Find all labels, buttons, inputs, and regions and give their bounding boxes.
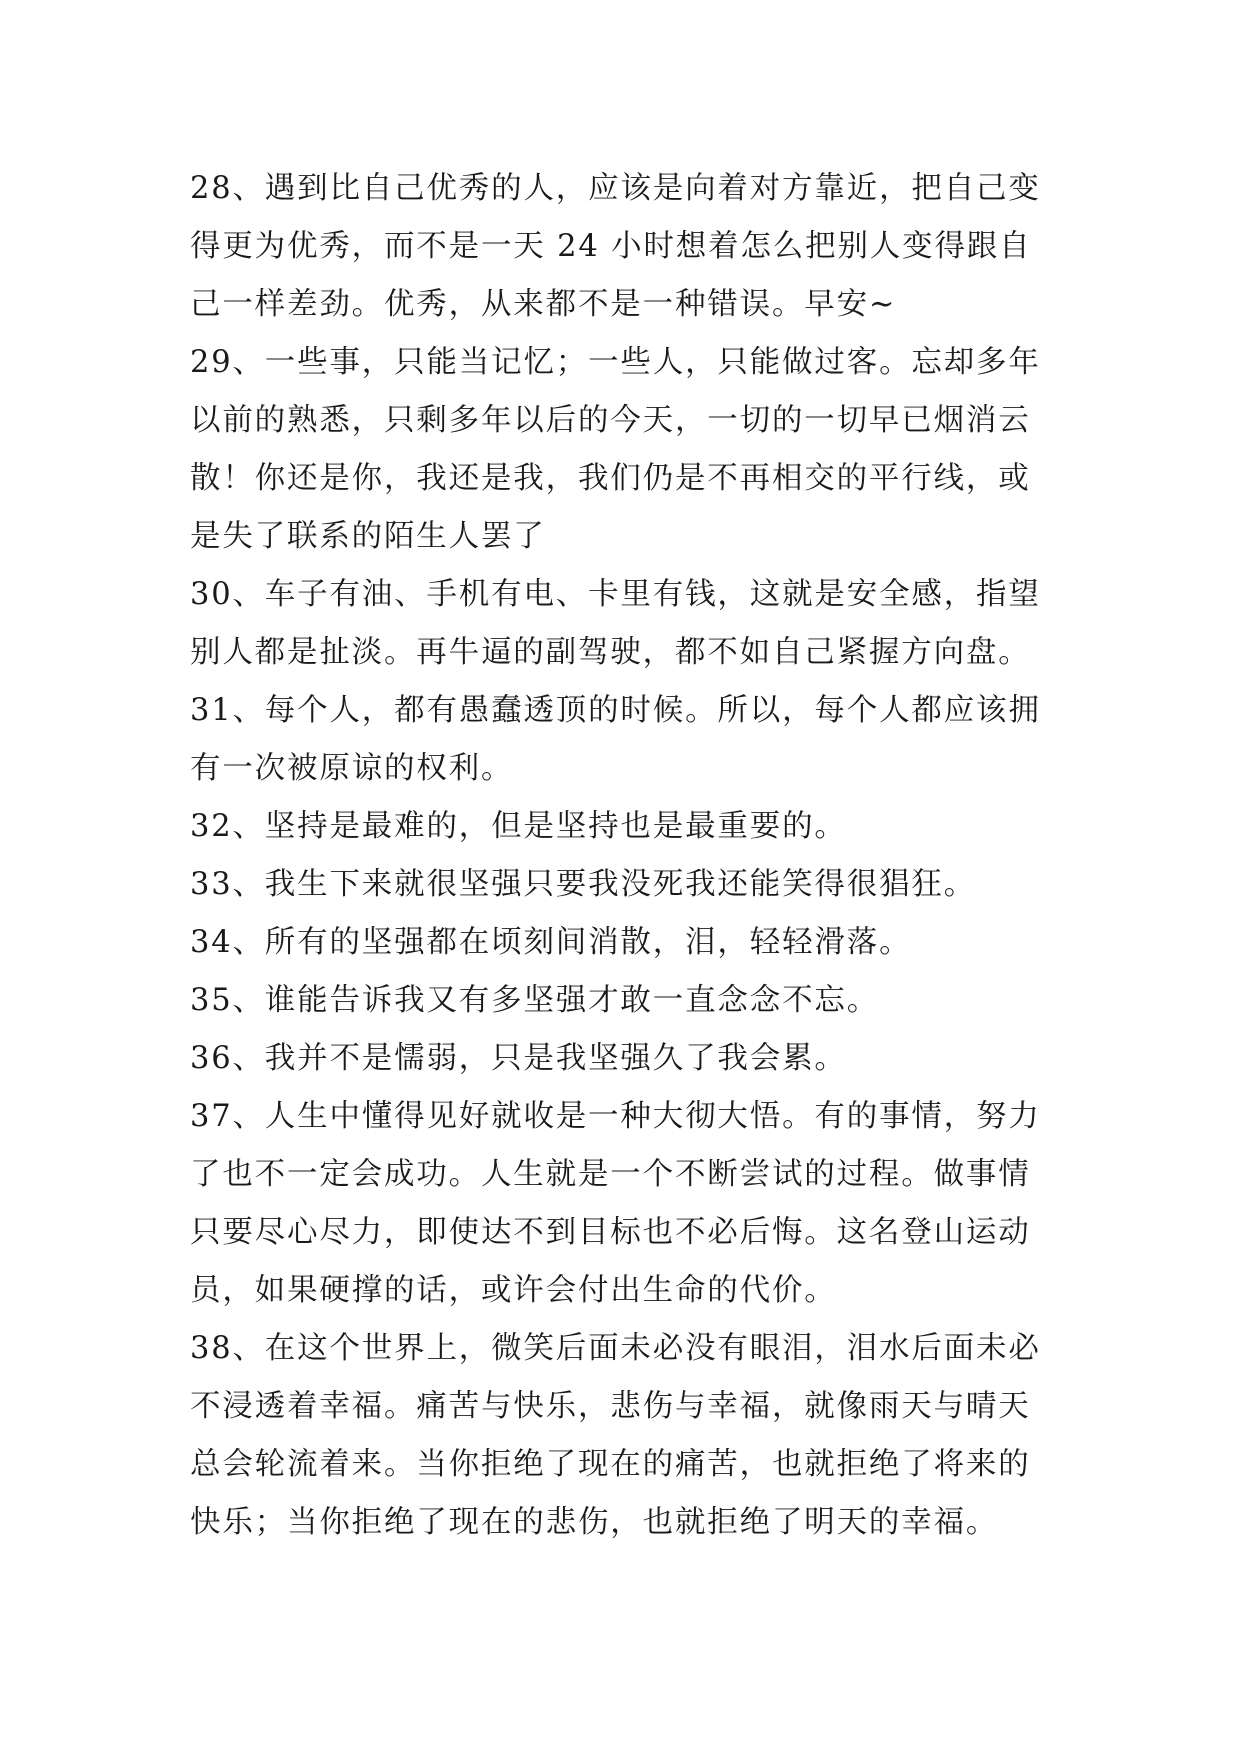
text-line: 己一样差劲。优秀，从来都不是一种错误。早安~ [190,287,897,322]
text-line: 不浸透着幸福。痛苦与快乐，悲伤与幸福，就像雨天与晴天 [190,1389,1031,1424]
text-line: 得更为优秀，而不是一天 24 小时想着怎么把别人变得跟自 [190,229,1032,264]
text-line: 总会轮流着来。当你拒绝了现在的痛苦，也就拒绝了将来的 [190,1447,1031,1482]
text-line: 只要尽心尽力，即使达不到目标也不必后悔。这名登山运动 [190,1215,1031,1250]
text-line: 29、一些事，只能当记忆；一些人，只能做过客。忘却多年 [190,345,1041,380]
text-line: 是失了联系的陌生人罢了 [190,519,546,554]
text-line: 28、遇到比自己优秀的人，应该是向着对方靠近，把自己变 [190,171,1041,206]
text-line: 34、所有的坚强都在顷刻间消散，泪，轻轻滑落。 [190,925,912,960]
text-line: 35、谁能告诉我又有多坚强才敢一直念念不忘。 [190,983,880,1018]
text-line: 36、我并不是懦弱，只是我坚强久了我会累。 [190,1041,847,1076]
text-line: 31、每个人，都有愚蠢透顶的时候。所以，每个人都应该拥 [190,693,1041,728]
text-line: 33、我生下来就很坚强只要我没死我还能笑得很猖狂。 [190,867,977,902]
document-body [190,160,1070,1552]
text-line: 30、车子有油、手机有电、卡里有钱，这就是安全感，指望 [190,577,1041,612]
text-line: 32、坚持是最难的，但是坚持也是最重要的。 [190,809,847,844]
text-line: 别人都是扯淡。再牛逼的副驾驶，都不如自己紧握方向盘。 [190,635,1031,670]
text-line: 员，如果硬撑的话，或许会付出生命的代价。 [190,1273,837,1308]
text-line: 以前的熟悉，只剩多年以后的今天，一切的一切早已烟消云 [190,403,1031,438]
text-line: 了也不一定会成功。人生就是一个不断尝试的过程。做事情 [190,1157,1031,1192]
text-line: 快乐；当你拒绝了现在的悲伤，也就拒绝了明天的幸福。 [190,1505,999,1540]
text-line: 38、在这个世界上，微笑后面未必没有眼泪，泪水后面未必 [190,1331,1041,1366]
text-line: 37、人生中懂得见好就收是一种大彻大悟。有的事情，努力 [190,1099,1041,1134]
text-line: 有一次被原谅的权利。 [190,751,514,786]
text-line: 散！你还是你，我还是我，我们仍是不再相交的平行线，或 [190,461,1031,496]
